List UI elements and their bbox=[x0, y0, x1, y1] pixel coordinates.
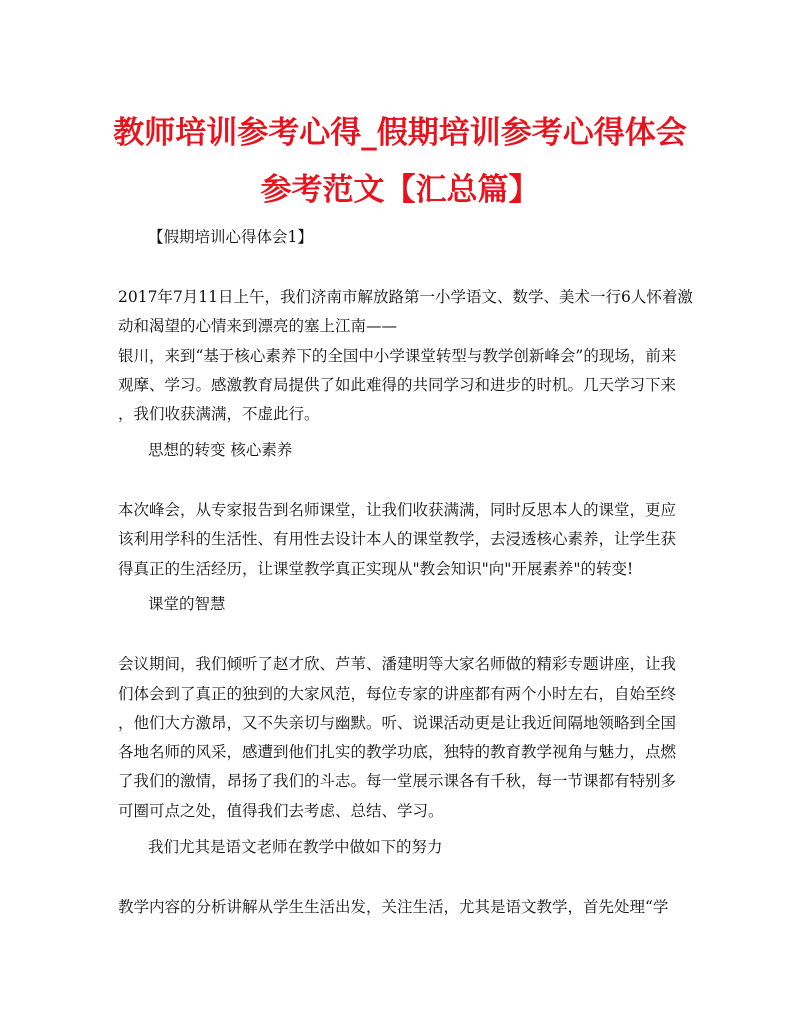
paragraph-2-line: 该利用学科的生活性、有用性去设计本人的课堂教学，去浸透核心素养，让学生获 bbox=[118, 530, 677, 548]
paragraph-4-line: 教学内容的分析讲解从学生生活出发，关注生活，尤其是语文教学，首先处理“学 bbox=[118, 898, 669, 916]
paragraph-2-line: 本次峰会，从专家报告到名师课堂，让我们收获满满，同时反思本人的课堂，更应 bbox=[118, 501, 677, 519]
paragraph-3-line: 了我们的激情，昂扬了我们的斗志。每一堂展示课各有千秋，每一节课都有特别多 bbox=[118, 772, 677, 790]
paragraph-2-line: 得真正的生活经历，让课堂教学真正实现从"教会知识"向"开展素养"的转变! bbox=[118, 560, 634, 578]
paragraph-3-line: 可圈可点之处，值得我们去考虑、总结、学习。 bbox=[118, 802, 444, 820]
paragraph-1-line: 银川，来到“基于核心素养下的全国中小学课堂转型与教学创新峰会”的现场，前来 bbox=[118, 347, 677, 365]
paragraph-1-line: ，我们收获满满，不虚此行。 bbox=[118, 405, 320, 423]
paragraph-3-line: 会议期间，我们倾听了赵才欣、芦苇、潘建明等大家名师做的精彩专题讲座，让我 bbox=[118, 655, 677, 673]
paragraph-1-line: 观摩、学习。感激教育局提供了如此难得的共同学习和进步的时机。几天学习下来 bbox=[118, 376, 677, 394]
section-heading: 课堂的智慧 bbox=[148, 595, 226, 613]
paragraph-3-line: 各地名师的风采，感遭到他们扎实的教学功底，独特的教育教学视角与魅力，点燃 bbox=[118, 743, 677, 761]
document-title-line-1: 教师培训参考心得_假期培训参考心得体会 bbox=[113, 115, 687, 151]
paragraph-3-line: 们体会到了真正的独到的大家风范，每位专家的讲座都有两个小时左右，自始至终 bbox=[118, 685, 677, 703]
document-title-line-2: 参考范文【汇总篇】 bbox=[260, 172, 540, 208]
section-heading: 我们尤其是语文老师在教学中做如下的努力 bbox=[148, 838, 443, 856]
paragraph-3-line: ，他们大方激昂，又不失亲切与幽默。听、说课活动更是让我近间隔地领略到全国 bbox=[118, 714, 677, 732]
paragraph-1-line: 动和渴望的心情来到漂亮的塞上江南—— bbox=[118, 317, 398, 335]
section-heading: 思想的转变 核心素养 bbox=[148, 441, 293, 459]
section-label: 【假期培训心得体会1】 bbox=[148, 228, 313, 246]
paragraph-1-line: 2017年7月11日上午，我们济南市解放路第一小学语文、数学、美术一行6人怀着激 bbox=[118, 288, 693, 306]
